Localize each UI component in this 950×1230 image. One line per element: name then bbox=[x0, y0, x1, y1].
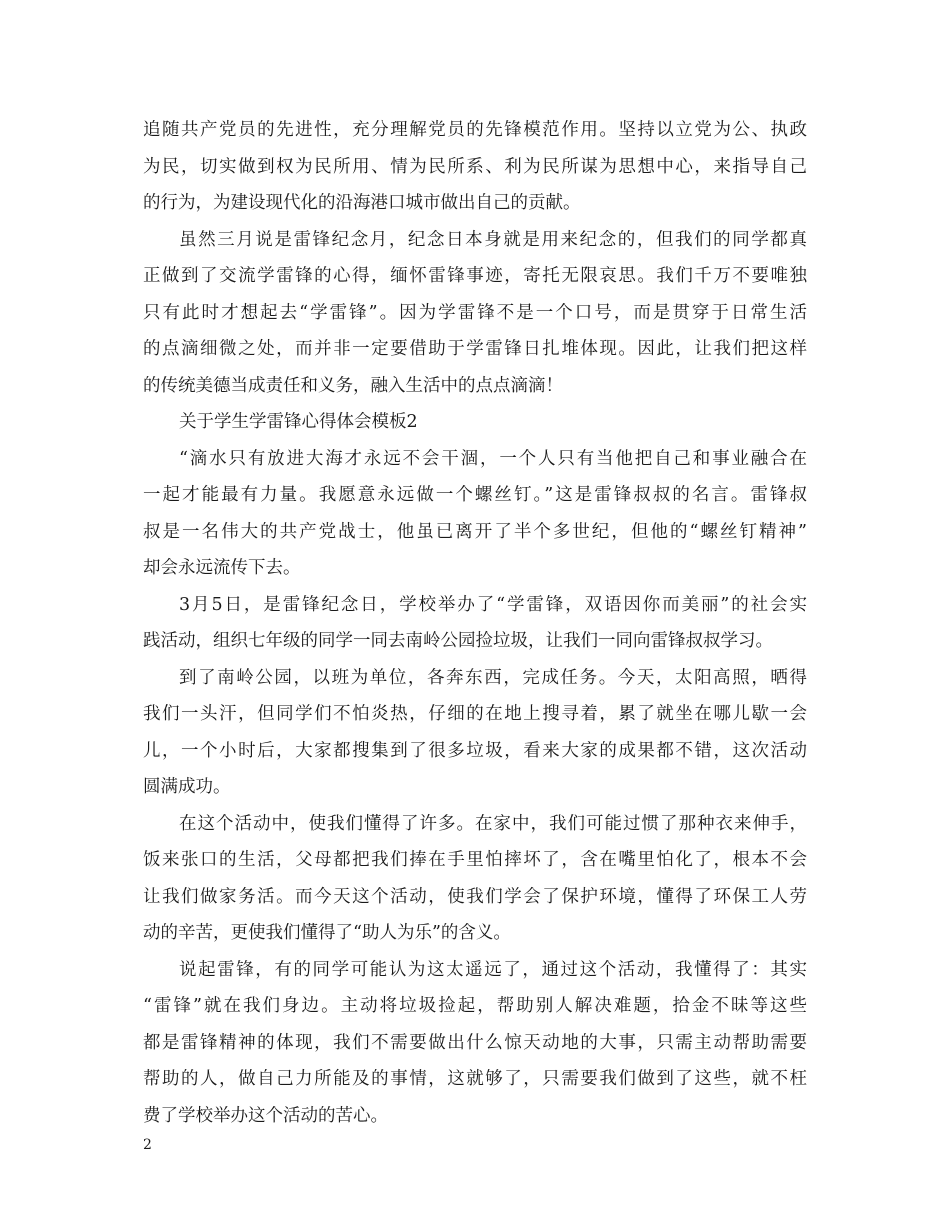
text-line: 践活动，组织七年级的同学一同去南岭公园捡垃圾，让我们一同向雷锋叔叔学习。 bbox=[143, 631, 773, 651]
text-line: 我们一头汗，但同学们不怕炎热，仔细的在地上搜寻着，累了就坐在哪儿歇一会 bbox=[143, 704, 807, 724]
text-line: 只有此时才想起去“学雷锋”。因为学雷锋不是一个口号，而是贯穿于日常生活 bbox=[143, 302, 807, 323]
text-line: 在这个活动中，使我们懂得了许多。在家中，我们可能过惯了那种衣来伸手， bbox=[179, 813, 807, 834]
text-line: 饭来张口的生活，父母都把我们捧在手里怕摔坏了，含在嘴里怕化了，根本不会 bbox=[143, 850, 807, 870]
text-line: 圆满成功。 bbox=[143, 777, 231, 797]
text-line: 虽然三月说是雷锋纪念月，纪念日本身就是用来纪念的，但我们的同学都真 bbox=[179, 229, 807, 250]
text-line: 的行为，为建设现代化的沿海港口城市做出自己的贡献。 bbox=[143, 193, 581, 213]
text-line: 追随共产党员的先进性，充分理解党员的先锋模范作用。坚持以立党为公、执政 bbox=[143, 120, 807, 140]
document-body bbox=[143, 112, 807, 1134]
text-line: 儿，一个小时后，大家都搜集到了很多垃圾，看来大家的成果都不错，这次活动 bbox=[143, 740, 807, 761]
text-line: 都是雷锋精神的体现，我们不需要做出什么惊天动地的大事，只需主动帮助需要 bbox=[143, 1032, 807, 1053]
text-line: 让我们做家务活。而今天这个活动，使我们学会了保护环境，懂得了环保工人劳 bbox=[143, 886, 807, 907]
text-line: “滴水只有放进大海才永远不会干涸，一个人只有当他把自己和事业融合在 bbox=[179, 448, 807, 469]
section-heading: 关于学生学雷锋心得体会模板2 bbox=[179, 412, 418, 432]
text-line: 叔是一名伟大的共产党战士，他虽已离开了半个多世纪，但他的“螺丝钉精神” bbox=[143, 521, 807, 542]
text-line: 到了南岭公园，以班为单位，各奔东西，完成任务。今天，太阳高照，晒得 bbox=[179, 667, 807, 688]
text-line: 的传统美德当成责任和义务，融入生活中的点点滴滴！ bbox=[143, 375, 563, 396]
text-line: 费了学校举办这个活动的苦心。 bbox=[143, 1105, 388, 1126]
text-line: 为民，切实做到权为民所用、情为民所系、利为民所谋为思想中心，来指导自己 bbox=[143, 156, 807, 177]
text-line: 动的辛苦，更使我们懂得了“助人为乐”的含义。 bbox=[143, 923, 511, 943]
text-line: “雷锋”就在我们身边。主动将垃圾捡起，帮助别人解决难题，拾金不昧等这些 bbox=[143, 996, 807, 1016]
page-number: 2 bbox=[143, 1137, 152, 1153]
text-line: 3月5日，是雷锋纪念日，学校举办了“学雷锋，双语因你而美丽”的社会实 bbox=[179, 594, 807, 615]
text-line: 正做到了交流学雷锋的心得，缅怀雷锋事迹，寄托无限哀思。我们千万不要唯独 bbox=[143, 266, 807, 286]
text-line: 帮助的人，做自己力所能及的事情，这就够了，只需要我们做到了这些，就不枉 bbox=[143, 1069, 807, 1089]
text-line: 的点滴细微之处，而并非一定要借助于学雷锋日扎堆体现。因此，让我们把这样 bbox=[143, 339, 807, 359]
text-line: 却会永远流传下去。 bbox=[143, 558, 301, 578]
text-line: 说起雷锋，有的同学可能认为这太遥远了，通过这个活动，我懂得了：其实 bbox=[179, 959, 807, 980]
text-line: 一起才能最有力量。我愿意永远做一个螺丝钉。”这是雷锋叔叔的名言。雷锋叔 bbox=[143, 485, 807, 505]
